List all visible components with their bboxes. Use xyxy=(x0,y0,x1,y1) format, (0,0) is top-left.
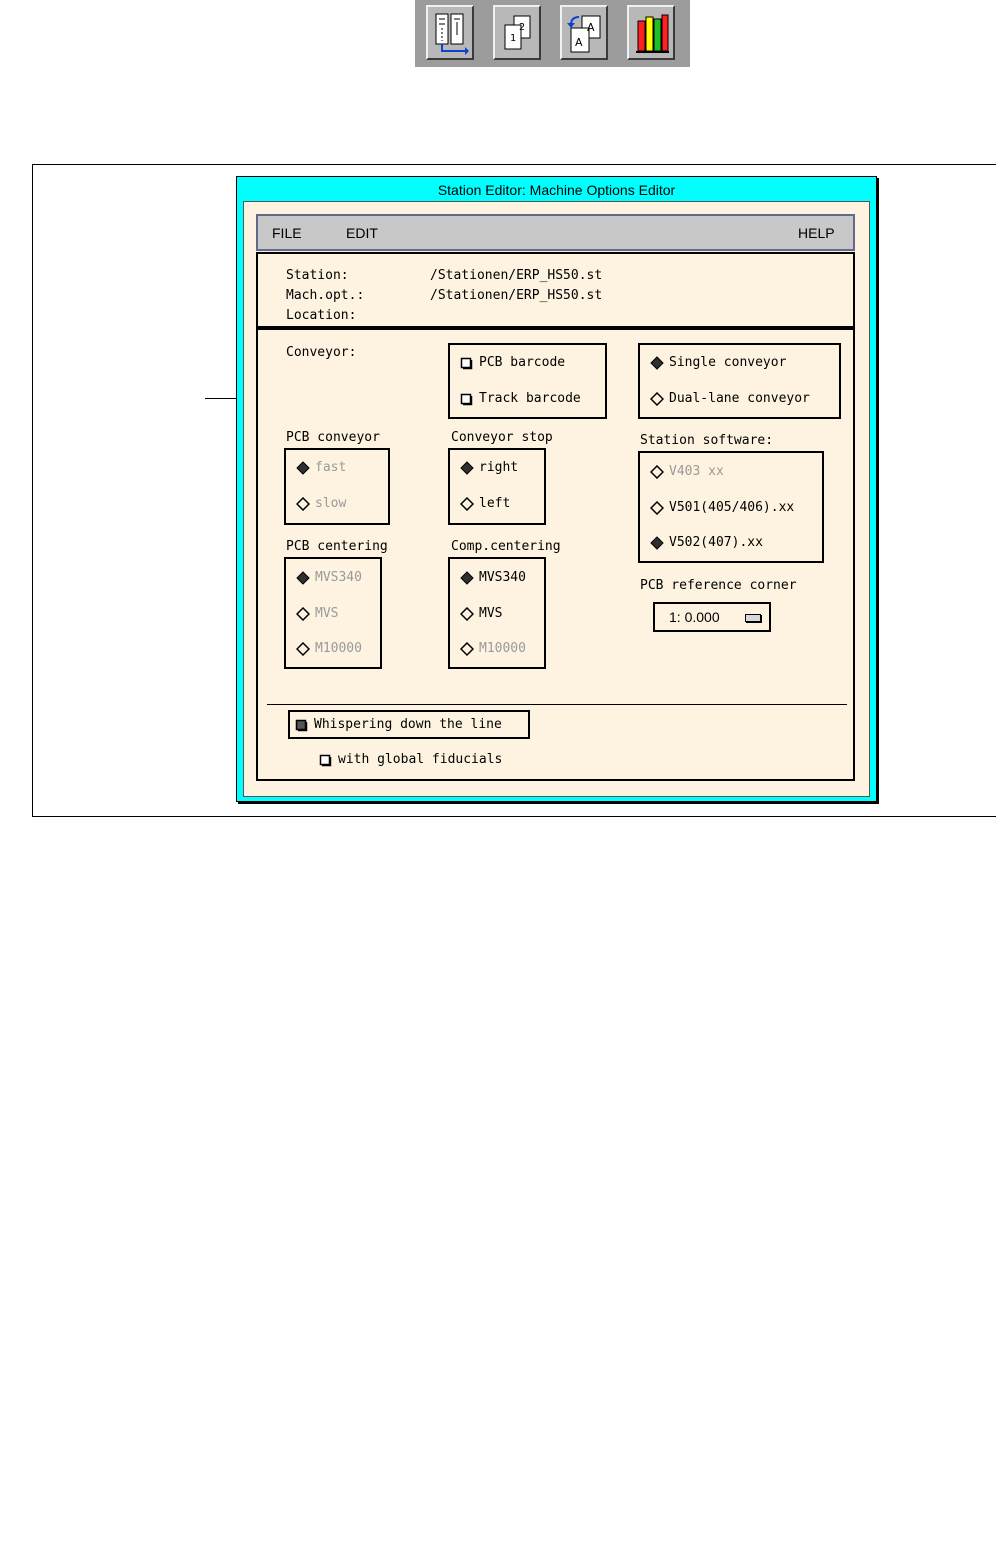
station-software-label: Station software: xyxy=(640,433,774,448)
conveyor-label: Conveyor: xyxy=(286,345,357,360)
dropdown-button-icon[interactable] xyxy=(745,614,761,622)
radio-selected-icon xyxy=(460,571,474,585)
conveyor-stop-group xyxy=(448,448,546,525)
radio-unselected-icon xyxy=(650,465,664,479)
station-software-group xyxy=(638,451,824,563)
right-label: right xyxy=(479,460,519,475)
comp-centering-label: Comp.centering xyxy=(451,539,561,554)
comp-centering-group xyxy=(448,557,546,669)
conveyor-type-group xyxy=(638,343,841,419)
radio-unselected-icon xyxy=(460,642,474,656)
single-conveyor-label: Single conveyor xyxy=(669,355,787,370)
v501-label: V501(405/406).xx xyxy=(669,500,795,515)
refresh-document-button[interactable] xyxy=(560,5,608,60)
svg-text:A: A xyxy=(575,36,583,49)
v502-label: V502(407).xx xyxy=(669,535,763,550)
pcb-centering-group xyxy=(284,557,382,669)
mach-opt-path: /Stationen/ERP_HS50.st xyxy=(430,288,603,303)
library-books-button[interactable] xyxy=(627,5,675,60)
comp-m10000-label: M10000 xyxy=(479,641,526,656)
library-books-icon xyxy=(632,11,672,56)
pcb-mvs340-label: MVS340 xyxy=(315,570,362,585)
fast-label: fast xyxy=(315,460,347,475)
whispering-focus-frame xyxy=(288,710,530,739)
window-title[interactable]: Station Editor: Machine Options Editor xyxy=(437,182,676,198)
radio-selected-icon xyxy=(296,571,310,585)
menu-help[interactable]: HELP xyxy=(798,225,835,241)
radio-selected-icon xyxy=(650,356,664,370)
station-layout-icon xyxy=(431,11,471,56)
track-barcode-label: Track barcode xyxy=(479,391,581,406)
separator xyxy=(267,704,847,705)
mach-opt-label: Mach.opt.: xyxy=(286,288,365,303)
svg-text:1: 1 xyxy=(510,33,517,44)
radio-unselected-icon xyxy=(296,642,310,656)
radio-unselected-icon xyxy=(460,607,474,621)
comp-mvs-label: MVS xyxy=(479,606,503,621)
pcb-barcode-label: PCB barcode xyxy=(479,355,566,370)
checkbox-unchecked-icon xyxy=(460,392,474,406)
station-layout-button[interactable] xyxy=(426,5,474,60)
radio-selected-icon xyxy=(296,461,310,475)
svg-text:A: A xyxy=(587,21,595,34)
pcb-conveyor-group xyxy=(284,448,390,525)
station-path: /Stationen/ERP_HS50.st xyxy=(430,268,603,283)
radio-unselected-icon xyxy=(296,497,310,511)
station-info-panel xyxy=(256,252,855,328)
v403-label: V403 xx xyxy=(669,464,724,479)
radio-unselected-icon xyxy=(296,607,310,621)
barcode-group xyxy=(448,343,607,419)
checkbox-checked-icon xyxy=(295,718,309,732)
copy-pages-button[interactable] xyxy=(493,5,541,60)
reference-corner-value: 1: 0.000 xyxy=(669,609,720,625)
comp-mvs340-label: MVS340 xyxy=(479,570,526,585)
checkbox-unchecked-icon xyxy=(460,356,474,370)
conveyor-stop-label: Conveyor stop xyxy=(451,430,553,445)
menu-edit[interactable]: EDIT xyxy=(346,225,378,241)
radio-selected-icon xyxy=(460,461,474,475)
radio-unselected-icon xyxy=(650,501,664,515)
slow-label: slow xyxy=(315,496,347,511)
checkbox-unchecked-icon xyxy=(319,753,333,767)
whispering-label: Whispering down the line xyxy=(314,717,502,732)
menu-bar xyxy=(256,214,855,251)
svg-text:2: 2 xyxy=(519,22,526,33)
reference-corner-dropdown[interactable] xyxy=(653,602,771,632)
pcb-m10000-label: M10000 xyxy=(315,641,362,656)
radio-unselected-icon xyxy=(650,392,664,406)
copy-pages-icon xyxy=(498,11,538,56)
reference-corner-label: PCB reference corner xyxy=(640,578,797,593)
left-label: left xyxy=(479,496,511,511)
pcb-mvs-label: MVS xyxy=(315,606,339,621)
pcb-centering-label: PCB centering xyxy=(286,539,388,554)
refresh-document-icon xyxy=(565,11,605,56)
menu-file[interactable]: FILE xyxy=(272,225,302,241)
pcb-conveyor-label: PCB conveyor xyxy=(286,430,380,445)
location-label: Location: xyxy=(286,308,357,323)
radio-unselected-icon xyxy=(460,497,474,511)
station-label: Station: xyxy=(286,268,349,283)
dual-lane-conveyor-label: Dual-lane conveyor xyxy=(669,391,810,406)
global-fiducials-label: with global fiducials xyxy=(338,752,503,767)
toolbar xyxy=(415,0,690,67)
radio-selected-icon xyxy=(650,536,664,550)
